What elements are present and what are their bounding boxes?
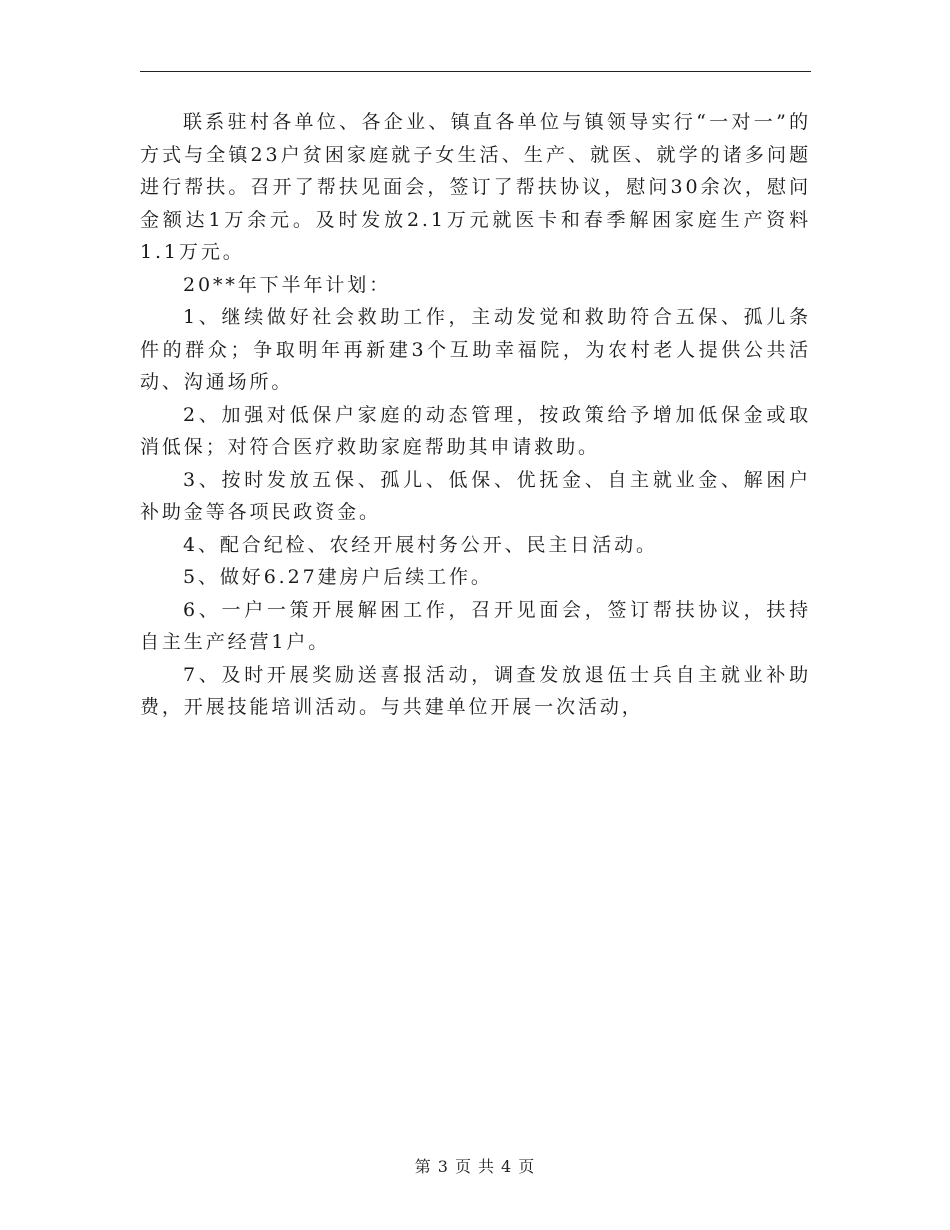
page-label-suffix: 页 [518, 1157, 536, 1176]
page-label-mid: 页 共 [454, 1157, 496, 1176]
paragraph-plan-item-6: 6、一户一策开展解困工作，召开见面会，签订帮扶协议，扶持自主生产经营1户。 [140, 598, 811, 653]
paragraph-plan-item-2: 2、加强对低保户家庭的动态管理，按政策给予增加低保金或取消低保；对符合医疗救助家庭帮助其申请救助。 [140, 403, 811, 458]
paragraph-plan-heading: 20**年下半年计划： [183, 273, 392, 296]
paragraph-plan-item-5: 5、做好6.27建房户后续工作。 [183, 566, 493, 588]
page-label-prefix: 第 [414, 1157, 432, 1176]
paragraph-plan-item-3: 3、按时发放五保、孤儿、低保、优抚金、自主就业金、解困户补助金等各项民政资金。 [140, 468, 811, 523]
document-body [140, 106, 811, 724]
page-footer [0, 1154, 950, 1177]
paragraph-plan-item-7: 7、及时开展奖励送喜报活动，调查发放退伍士兵自主就业补助费，开展技能培训活动。与共建单位开展一次活动， [140, 663, 811, 718]
current-page-number: 3 [437, 1157, 449, 1176]
paragraph-plan-item-1: 1、继续做好社会救助工作，主动发觉和救助符合五保、孤儿条件的群众；争取明年再新建3个互助幸福院，为农村老人提供公共活动、沟通场所。 [140, 306, 811, 393]
paragraph-plan-item-4: 4、配合纪检、农经开展村务公开、民主日活动。 [183, 533, 658, 556]
total-pages-number: 4 [501, 1157, 513, 1176]
paragraph-assistance-summary: 联系驻村各单位、各企业、镇直各单位与镇领导实行“一对一”的方式与全镇23户贫困家庭就子女生活、生产、就医、就学的诸多问题进行帮扶。召开了帮扶见面会，签订了帮扶协议，慰问30余次，慰问金额达1万余元。及时发放2.1万元就医卡和春季解困家庭生产资料1.1万元。 [140, 111, 811, 263]
header-divider [140, 71, 811, 72]
